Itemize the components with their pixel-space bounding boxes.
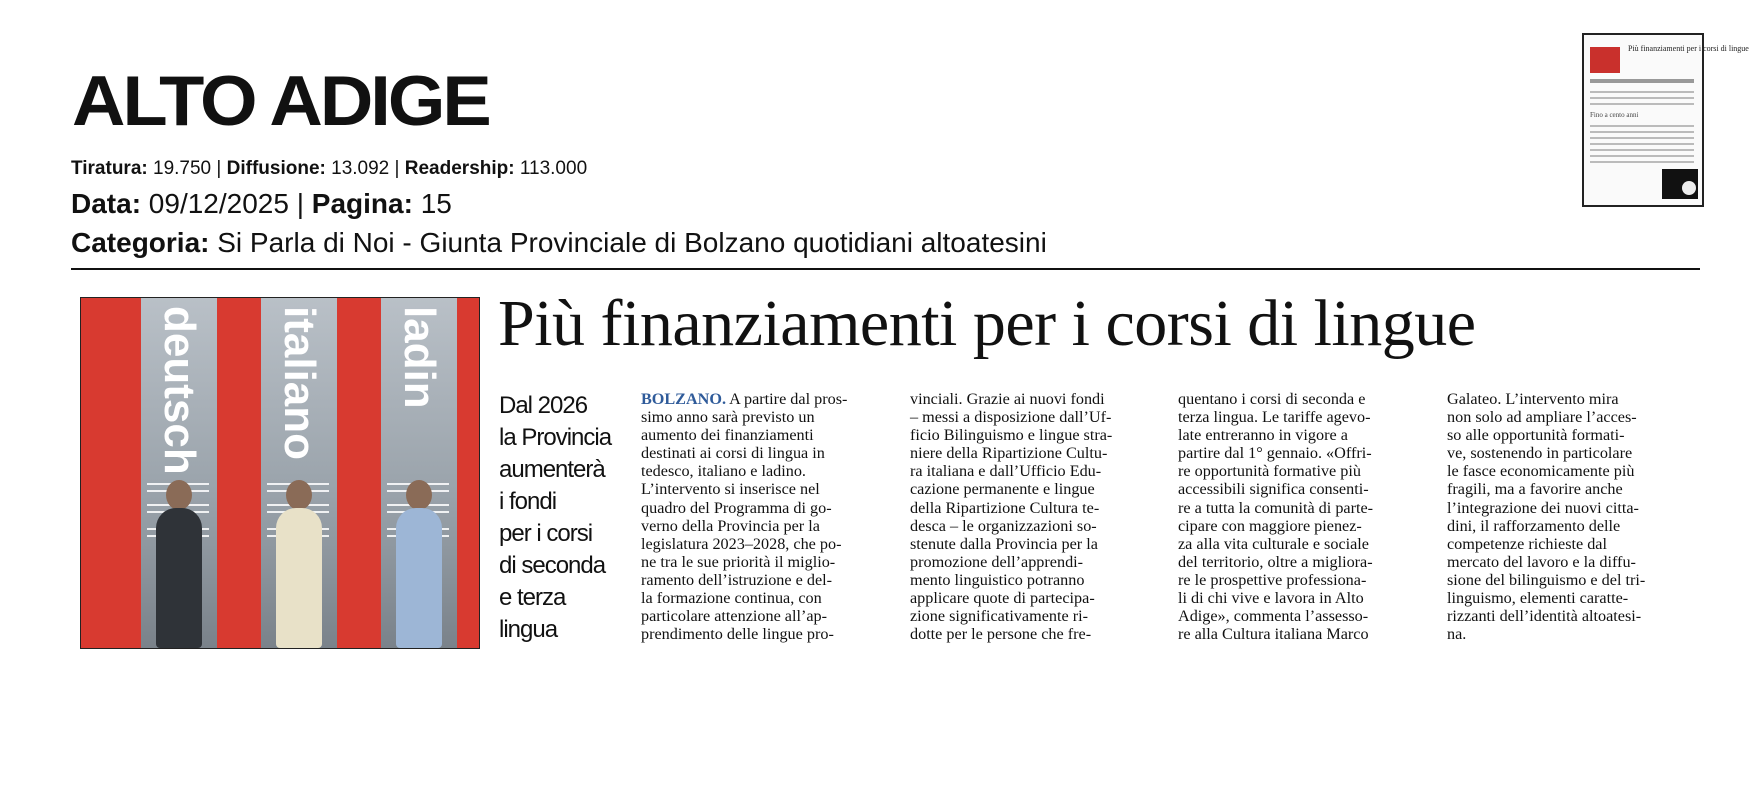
divider: [71, 268, 1700, 270]
deck-line: Dal 2026: [499, 392, 588, 419]
text-line: accessibili significa consenti-: [1178, 480, 1369, 499]
page-thumbnail[interactable]: [1582, 33, 1749, 207]
deck-line: aumenterà: [499, 456, 605, 483]
text-line: del territorio, oltre a migliora-: [1178, 552, 1373, 571]
text-line: ramento dell’istruzione e del-: [641, 570, 833, 589]
categoria-value: Si Parla di Noi - Giunta Provinciale di Bolzano quotidiani altoatesini: [217, 227, 1047, 258]
text-line: tedesco, italiano e ladino.: [641, 462, 806, 481]
thumbnail-text-line: [1590, 125, 1694, 127]
circulation-line: [71, 158, 587, 180]
article-photo: [80, 297, 480, 649]
photo-word: deutsch: [155, 306, 204, 475]
text-line: ne tra le sue priorità il miglio-: [641, 552, 836, 571]
pagina-label: Pagina:: [311, 188, 413, 219]
article-column-1: [641, 390, 885, 643]
thumbnail-text-line: [1590, 155, 1694, 157]
text-line: legislatura 2023–2028, che po-: [641, 534, 842, 553]
deck-line: lingua: [499, 616, 558, 643]
thumbnail-text-line: [1590, 161, 1694, 163]
thumbnail-photo: [1590, 47, 1620, 73]
thumbnail-title: Più finanziamenti per i corsi di lingue: [1628, 44, 1749, 53]
text-line: le fasce economicamente più: [1447, 462, 1635, 481]
text-line: so alle opportunità formati-: [1447, 426, 1625, 445]
date-page-line: [71, 188, 452, 220]
thumbnail-subhead: Fino a cento anni: [1590, 111, 1639, 119]
text-line: [641, 390, 885, 408]
person-head: [166, 480, 192, 510]
text-line: promozione dell’apprendi-: [910, 552, 1084, 571]
thumbnail-text-line: [1590, 143, 1694, 145]
thumbnail-ad-circle: [1682, 181, 1696, 195]
text-line: stenute dalla Provincia per la: [910, 534, 1098, 553]
thumbnail-text-line: [1590, 103, 1694, 105]
photo-word: ladin: [395, 306, 444, 409]
text-line: della Ripartizione Cultura te-: [910, 498, 1100, 517]
text-line: ficio Bilinguismo e lingue stra-: [910, 426, 1113, 445]
text-line: l’integrazione dei nuovi citta-: [1447, 498, 1639, 517]
dateline: BOLZANO.: [641, 390, 727, 408]
text-line: za alla vita culturale e sociale: [1178, 534, 1369, 553]
text-line: fragili, ma a favorire anche: [1447, 480, 1623, 499]
text-line: non solo ad ampliare l’acces-: [1447, 408, 1637, 427]
thumbnail-text-line: [1590, 131, 1694, 133]
deck-line: i fondi: [499, 488, 557, 515]
text-line: aumento dei finanziamenti: [641, 426, 814, 445]
text-line: niere della Ripartizione Cultu-: [910, 444, 1108, 463]
text-line: re a tutta la comunità di parte-: [1178, 498, 1374, 517]
text-line: vinciali. Grazie ai nuovi fondi: [910, 390, 1105, 408]
categoria-label: Categoria:: [71, 227, 210, 258]
text-line: re alla Cultura italiana Marco: [1178, 625, 1369, 644]
text-line: li di chi vive e lavora in Alto: [1178, 589, 1364, 608]
separator: |: [288, 188, 312, 219]
photo-panel-ladin: [381, 298, 457, 648]
text-line: re opportunità formative più: [1178, 462, 1361, 481]
photo-panel-deutsch: [141, 298, 217, 648]
text-line: quadro del Programma di go-: [641, 498, 832, 517]
text-line: verno della Provincia per la: [641, 516, 820, 535]
readership-label: Readership:: [404, 158, 515, 179]
article-deck: [499, 390, 619, 646]
thumbnail-rule: [1590, 79, 1694, 83]
text-line: ra italiana e dall’Ufficio Edu-: [910, 462, 1102, 481]
person-head: [406, 480, 432, 510]
text-line: rizzanti dell’identità altoatesi-: [1447, 607, 1642, 626]
person-head: [286, 480, 312, 510]
text-line: Galateo. L’intervento mira: [1447, 390, 1619, 408]
text-line: cazione permanente e lingue: [910, 480, 1095, 499]
text-line: na.: [1447, 625, 1467, 644]
text-line: simo anno sarà previsto un: [641, 408, 815, 427]
text-line: quentano i corsi di seconda e: [1178, 390, 1366, 408]
masthead-logo: ALTO ADIGE: [72, 61, 489, 141]
text-line: re le prospettive professiona-: [1178, 570, 1367, 589]
text-line: cipare con maggiore pienez-: [1178, 516, 1362, 535]
separator: |: [389, 158, 405, 179]
text-line: desca – le organizzazioni so-: [910, 516, 1097, 535]
text-line: mercato del lavoro e la diffu-: [1447, 552, 1636, 571]
pagina-value: 15: [420, 188, 452, 219]
data-value: 09/12/2025: [148, 188, 289, 219]
text-line: applicare quote di partecipa-: [910, 589, 1095, 608]
text-line: L’intervento si inserisce nel: [641, 480, 820, 499]
person-figure: [276, 508, 322, 648]
deck-line: per i corsi: [499, 520, 593, 547]
text-line: terza lingua. Le tariffe agevo-: [1178, 408, 1371, 427]
thumbnail-text-line: [1590, 97, 1694, 99]
person-figure: [396, 508, 442, 648]
text-line: la formazione continua, con: [641, 589, 822, 608]
thumbnail-text-line: [1590, 149, 1694, 151]
thumbnail-text-line: [1590, 91, 1694, 93]
photo-word: italiano: [275, 306, 324, 461]
text-line: particolare attenzione all’ap-: [641, 607, 828, 626]
deck-line: la Provincia: [499, 424, 612, 451]
article-column-2: [910, 390, 1154, 643]
data-label: Data:: [71, 188, 142, 219]
tiratura-label: Tiratura:: [71, 158, 148, 179]
photo-panel-italiano: [261, 298, 337, 648]
text-line: partire dal 1° gennaio. «Offri-: [1178, 444, 1372, 463]
thumbnail-text-line: [1590, 137, 1694, 139]
text-line: dotte per le persone che fre-: [910, 625, 1092, 644]
text-line: competenze richieste dal: [1447, 534, 1607, 553]
article-column-3: [1178, 390, 1422, 643]
person-figure: [156, 508, 202, 648]
article-headline: Più finanziamenti per i corsi di lingue: [498, 287, 1476, 360]
text-line: prendimento delle lingue pro-: [641, 625, 834, 644]
text-line: mento linguistico potranno: [910, 570, 1085, 589]
text-line: ve, sostenendo in particolare: [1447, 444, 1633, 463]
text-line: sione del bilinguismo e del tri-: [1447, 570, 1646, 589]
text-line: late entreranno in vigore a: [1178, 426, 1348, 445]
readership-value: 113.000: [519, 158, 588, 179]
tiratura-value: 19.750: [153, 158, 212, 179]
text-line: dini, il rafforzamento delle: [1447, 516, 1621, 535]
text-line: – messi a disposizione dall’Uf-: [910, 408, 1112, 427]
category-line: [71, 227, 1047, 259]
diffusione-label: Diffusione:: [226, 158, 326, 179]
deck-line: di seconda: [499, 552, 606, 579]
text-line: zione significativamente ri-: [910, 607, 1088, 626]
deck-line: e terza: [499, 584, 566, 611]
text-line: destinati ai corsi di lingua in: [641, 444, 825, 463]
text-line: linguismo, elementi caratte-: [1447, 589, 1629, 608]
separator: |: [211, 158, 227, 179]
text-fragment: A partire dal pros-: [726, 390, 848, 408]
article-column-4: [1447, 390, 1691, 643]
text-line: Adige», commenta l’assesso-: [1178, 607, 1369, 626]
diffusione-value: 13.092: [331, 158, 390, 179]
